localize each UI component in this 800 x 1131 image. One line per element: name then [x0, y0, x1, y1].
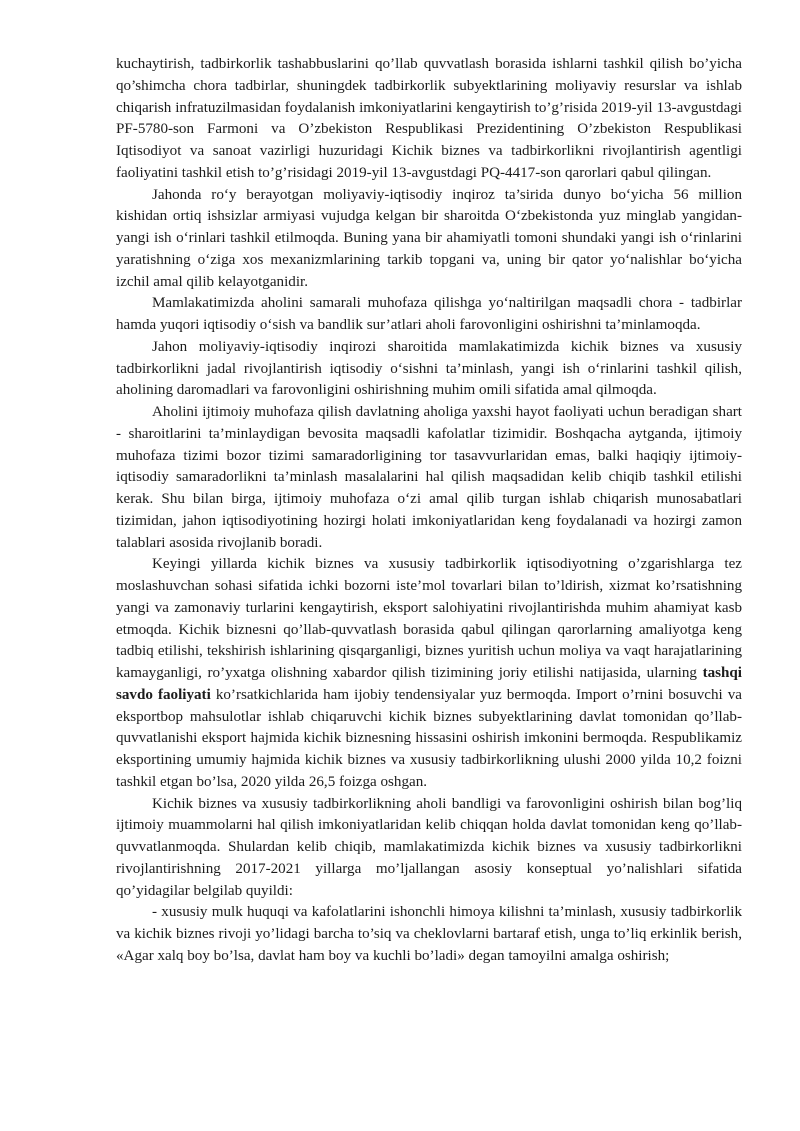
- paragraph-text-after: ko’rsatkichlarida ham ijobiy tendensiyalar yuz bermoqda. Import o’rnini bosuvchi va eksportbop mahsulotlar ishlab chiqaruvchi kichik biznes subyektlarining davlat tomonidan qo’llab-quvvatlanishi eksport hajmida kichik biznesning hissasini oshirish imkonini bermoqda. Respublikamiz eksportining umumiy hajmida kichik biznes va xususiy tadbirkorlikning ulushi 2000 yilda 10,2 foizni tashkil etgan bo’lsa, 2020 yilda 26,5 foizga oshgan.: [116, 686, 742, 790]
- document-page: [116, 54, 742, 968]
- list-item-property-rights: - xususiy mulk huquqi va kafolatlarini ishonchli himoya kilishni ta’minlash, xususiy tadbirkorlik va kichik biznes rivoji yo’lidagi barcha to’siq va cheklovlarni bartaraf etish, unga to’liq erkinlik berish, «Agar xalq boy bo’lsa, davlat ham boy va kuchli bo’ladi» degan tamoyilni amalga oshirish;: [116, 904, 742, 964]
- bold-term: tashqi savdo faoliyati: [116, 665, 742, 703]
- paragraph-global-crisis: Jahonda ro‘y berayotgan moliyaviy-iqtisodiy inqiroz ta’sirida dunyo bo‘yicha 56 million kishidan ortiq ishsizlar armiyasi vujudga kelgan bir sharoitda O‘zbekistonda yuz minglab yangidan-yangi ish o‘rinlari tashkil etilmoqda. Buning yana bir ahamiyatli tomoni shundaki yangi ish o‘rinlarini yaratishning o‘ziga xos mexanizmlarining tarkib topgani va, uning bir qator yo‘nalishlar bo‘yicha izchil amal qilib kelayotganidir.: [116, 186, 742, 290]
- paragraph-text-before: Keyingi yillarda kichik biznes va xususiy tadbirkorlik iqtisodiyotning o’zgarishlarga tez moslashuvchan sohasi sifatida ichki bozorni iste’mol tovarlari bilan to’ldirish, xizmat ko’rsatishning yangi va zamonaviy turlarini kengaytirish, eksport salohiyatini rivojlantirishda muhim ahamiyat kasb etmoqda. Kichik biznesni qo’llab-quvvatlash borasida qabul qilingan qarorlarning amaliyotga keng tadbiq etilishi, tekshirish ishlarining qisqarganligi, biznes yuritish uchun moliya va vaqt harajatlarining kamayganligi, ro’yxatga olishning xabardor qilish tizimining joriy etilishi natijasida, ularning: [116, 556, 742, 681]
- paragraph-small-business-growth: Jahon moliyaviy-iqtisodiy inqirozi sharoitida mamlakatimizda kichik biznes va xususiy tadbirkorlikni jadal rivojlantirish iqtisodiy o‘sishni ta’minlash, yangi ish o‘rinlarini tashkil qilish, aholining daromadlari va farovonligini oshirishning muhim omili sifatida amal qilmoqda.: [116, 338, 742, 399]
- paragraph-continuation: kuchaytirish, tadbirkorlik tashabbuslarini qo’llab quvvatlash borasida ishlarni tashkil qilish bo’yicha qo’shimcha chora tadbirlar, shuningdek tadbirkorlik subyektlarining moliyaviy resurslar va ishlab chiqarish infratuzilmasidan foydalanish imkoniyatlarini kengaytirish to’g’risida 2019-yil 13-avgustdagi PF-5780-son Farmoni va O’zbekiston Respublikasi Prezidentining O’zbekiston Respublikasi Iqtisodiyot va sanoat vazirligi huzuridagi Kichik biznes va tadbirkorlikni rivojlantirish agentligi faoliyatini tashkil etish to’g’risidagi 2019-yil 13-avgustdagi PQ-4417-son qarorlari qabul qilingan.: [116, 56, 742, 181]
- paragraph-social-protection-measures: Mamlakatimizda aholini samarali muhofaza qilishga yo‘naltirilgan maqsadli chora - tadbirlar hamda yuqori iqtisodiy o‘sish va bandlik sur’atlari aholi farovonligini oshirishni ta’minlamoqda.: [116, 295, 742, 333]
- paragraph-conceptual-directions: Kichik biznes va xususiy tadbirkorlikning aholi bandligi va farovonligini oshirish bilan bog’liq ijtimoiy muammolarni hal qilish imkoniyatlaridan kelib chiqqan holda davlat tomonidan keng qo’llab-quvvatlanmoqda. Shulardan kelib chiqib, mamlakatimizda kichik biznes va xususiy tadbirkorlikni rivojlantirishning 2017-2021 yillarga mo’ljallangan asosiy konseptual yo’nalishlari sifatida qo’yidagilar belgilab quyildi:: [116, 795, 742, 899]
- paragraph-social-protection-system: Aholini ijtimoiy muhofaza qilish davlatning aholiga yaxshi hayot faoliyati uchun beradigan shart - sharoitlarini ta’minlaydigan bevosita maqsadli kafolatlar tizimidir. Boshqacha aytganda, ijtimoiy muhofaza tizimi bozor tizimi samaradorligining tor tasavvurlaridan emas, balki haqiqiy ijtimoiy-iqtisodiy samaradorlikni ta’minlash masalalarini hal qilish maqsadidan kelib chiqib tashkil etilishi kerak. Shu bilan birga, ijtimoiy muhofaza o‘zi amal qilib turgan ishlab chiqarish munosabatlari tizimidan, jahon iqtisodiyotining hozirgi holati imkoniyatlaridan keng foydalanadi va hozirgi zamon talablari asosida rivojlanib boradi.: [116, 404, 742, 551]
- paragraph-foreign-trade: [116, 554, 742, 793]
